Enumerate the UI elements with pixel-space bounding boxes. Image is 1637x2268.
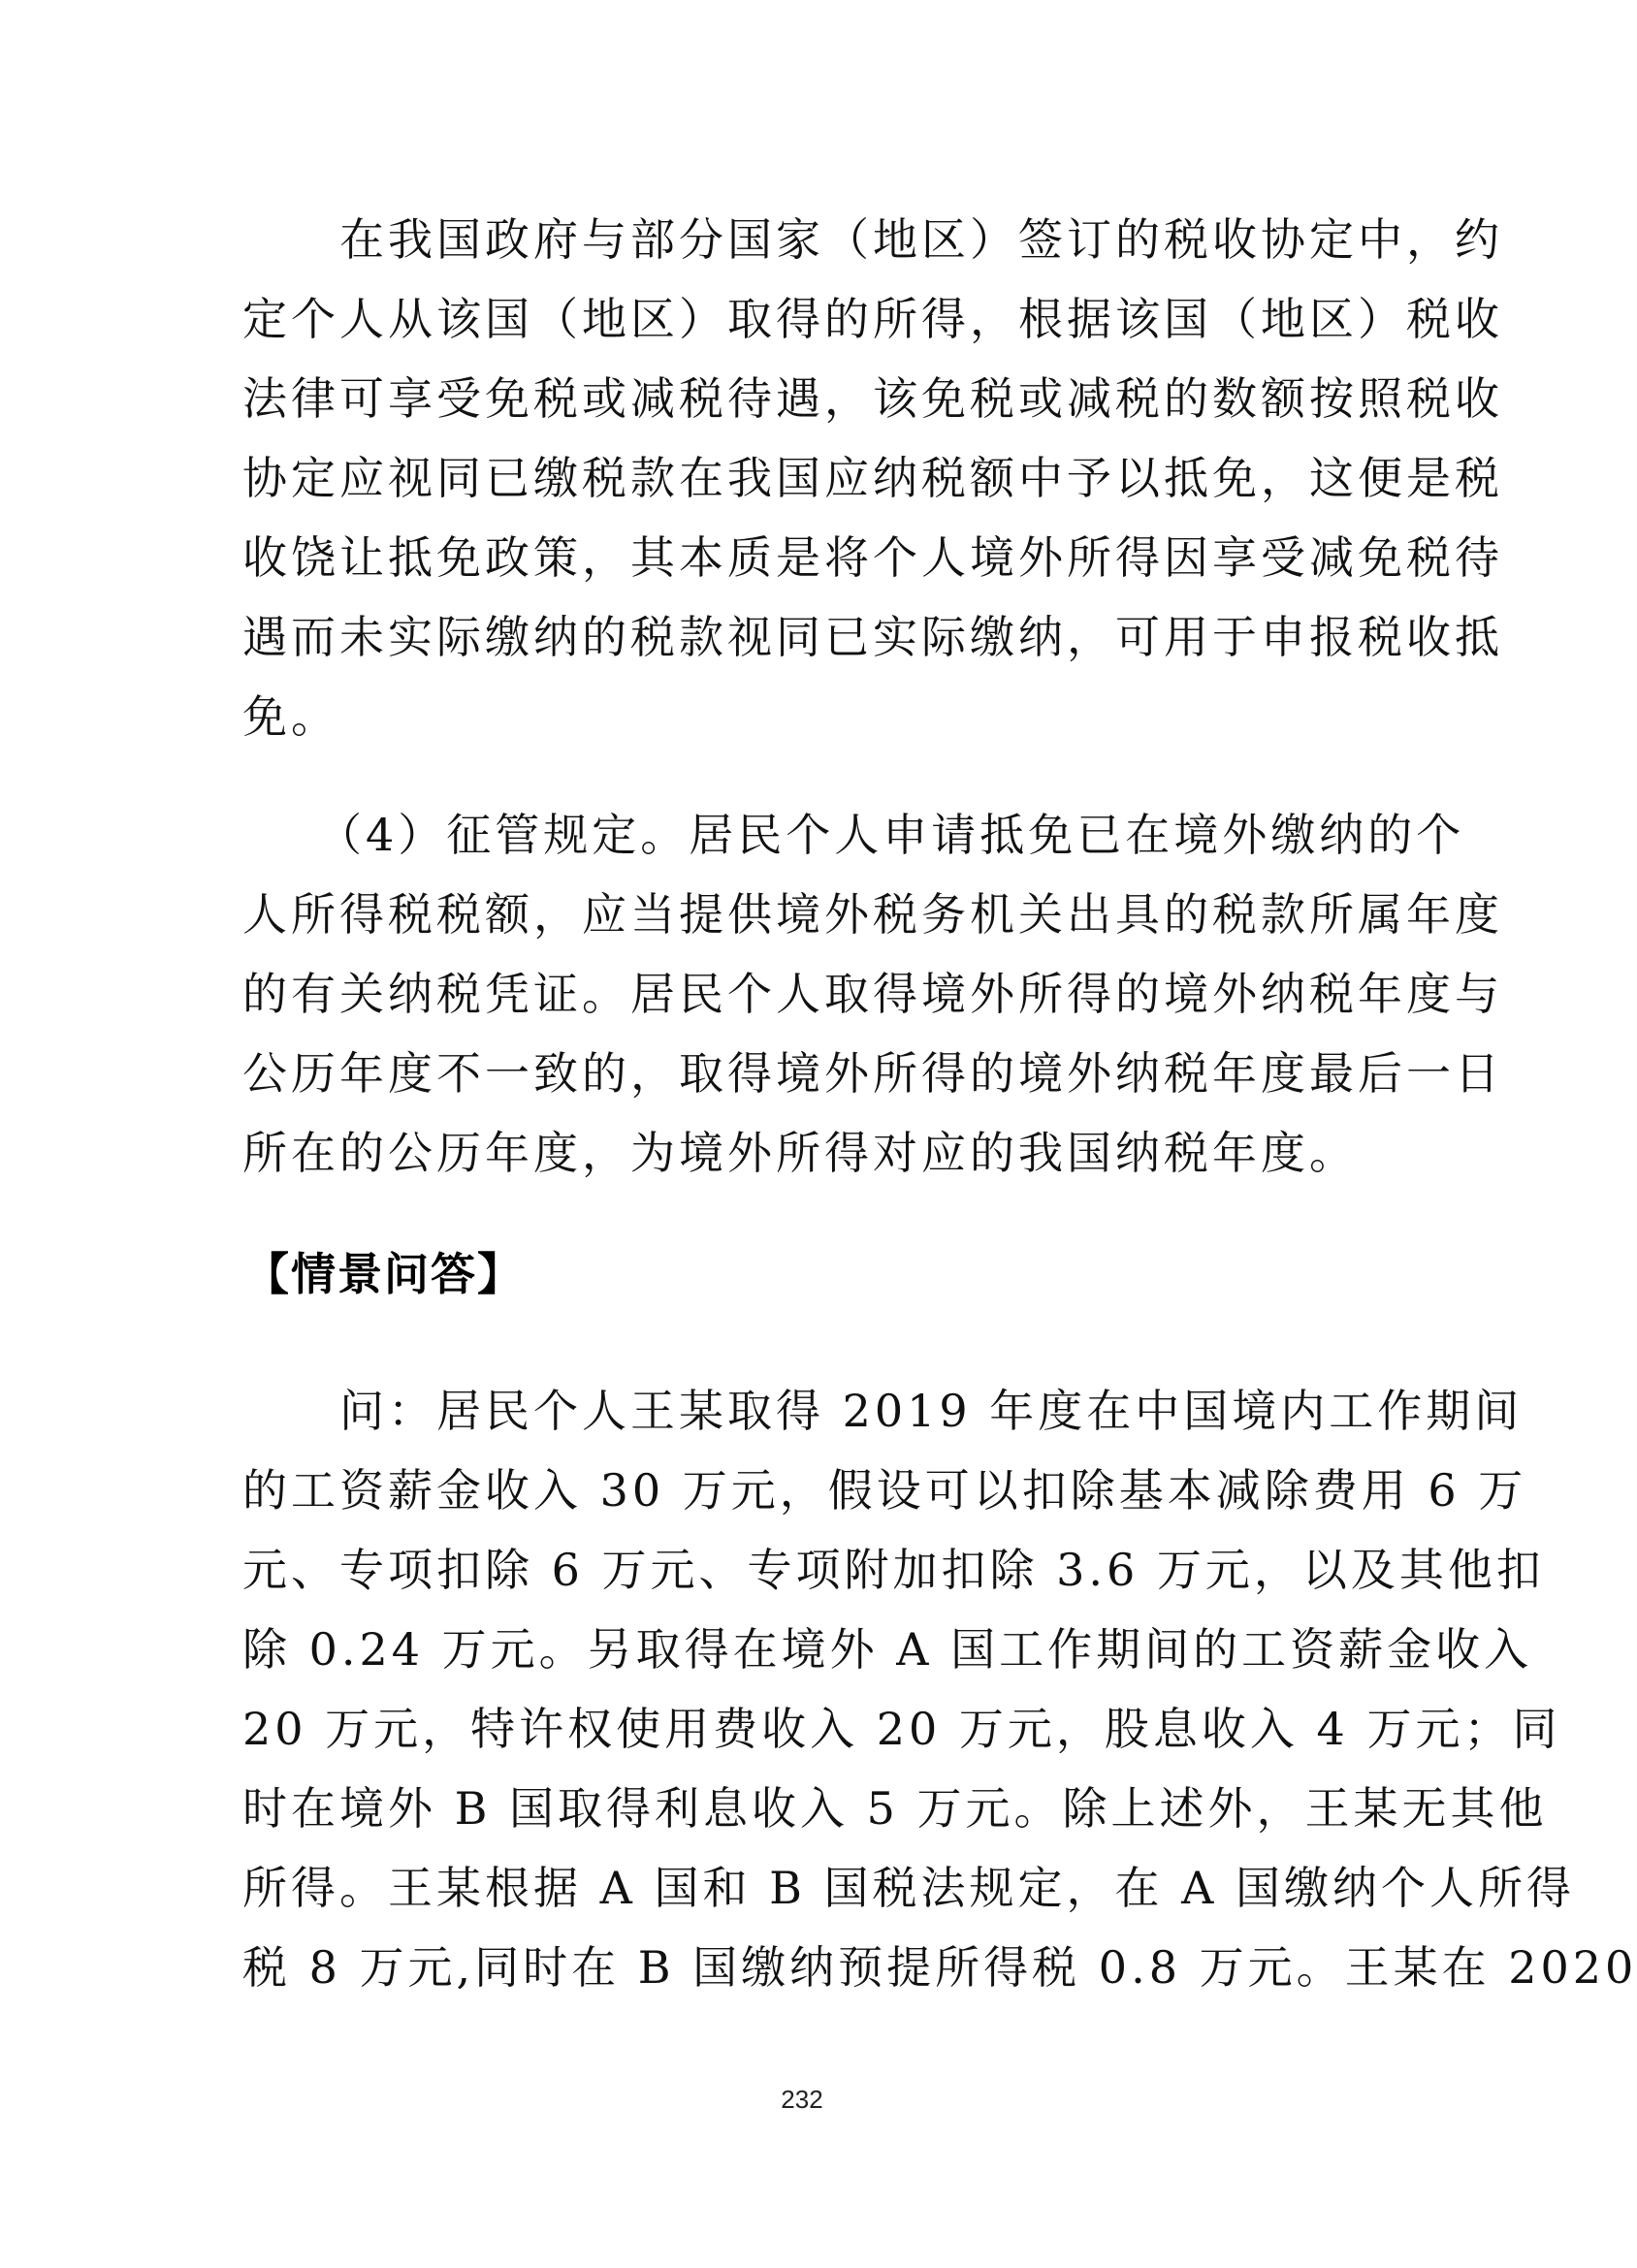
text-line: 公历年度不一致的，取得境外所得的境外纳税年度最后一日 <box>242 1047 1503 1100</box>
text-line: 在我国政府与部分国家（地区）签订的税收协定中，约 <box>242 213 1503 266</box>
text-line: 税 8 万元,同时在 B 国缴纳预提所得税 0.8 万元。王某在 2020 <box>242 1941 1637 1994</box>
text-line: 协定应视同已缴税款在我国应纳税额中予以抵免，这便是税 <box>242 452 1503 504</box>
text-line: 时在境外 B 国取得利息收入 5 万元。除上述外，王某无其他 <box>242 1782 1548 1835</box>
paragraph-scenario-question <box>242 1371 1637 2007</box>
text-line: 所在的公历年度，为境外所得对应的我国纳税年度。 <box>242 1127 1358 1179</box>
text-line: 定个人从该国（地区）取得的所得，根据该国（地区）税收 <box>242 293 1503 345</box>
text-line: 20 万元，特许权使用费收入 20 万元，股息收入 4 万元；同 <box>242 1703 1561 1755</box>
text-line: 法律可享受免税或减税待遇，该免税或减税的数额按照税收 <box>242 372 1503 425</box>
text-line: 遇而未实际缴纳的税款视同已实际缴纳，可用于申报税收抵 <box>242 611 1503 663</box>
text-line: 的工资薪金收入 30 万元，假设可以扣除基本减除费用 6 万 <box>242 1464 1527 1517</box>
text-line: 的有关纳税凭证。居民个人取得境外所得的境外纳税年度与 <box>242 968 1503 1020</box>
page-number: 232 <box>781 2085 823 2114</box>
text-line: 除 0.24 万元。另取得在境外 A 国工作期间的工资薪金收入 <box>242 1623 1533 1676</box>
section-heading: 【情景问答】 <box>244 1248 524 1300</box>
paragraph-tax-sparing-credit <box>242 200 1503 756</box>
text-line: 人所得税税额，应当提供境外税务机关出具的税款所属年度 <box>242 888 1503 941</box>
text-line: 收饶让抵免政策，其本质是将个人境外所得因享受减免税待 <box>242 531 1503 584</box>
text-line: 免。 <box>242 690 339 743</box>
text-line: 元、专项扣除 6 万元、专项附加扣除 3.6 万元，以及其他扣 <box>242 1544 1545 1596</box>
text-line: 问：居民个人王某取得 2019 年度在中国境内工作期间 <box>242 1385 1524 1437</box>
text-line: （4）征管规定。居民个人申请抵免已在境外缴纳的个 <box>242 809 1465 861</box>
text-line: 所得。王某根据 A 国和 B 国税法规定，在 A 国缴纳个人所得 <box>242 1862 1575 1914</box>
paragraph-administration-rules <box>242 795 1503 1193</box>
